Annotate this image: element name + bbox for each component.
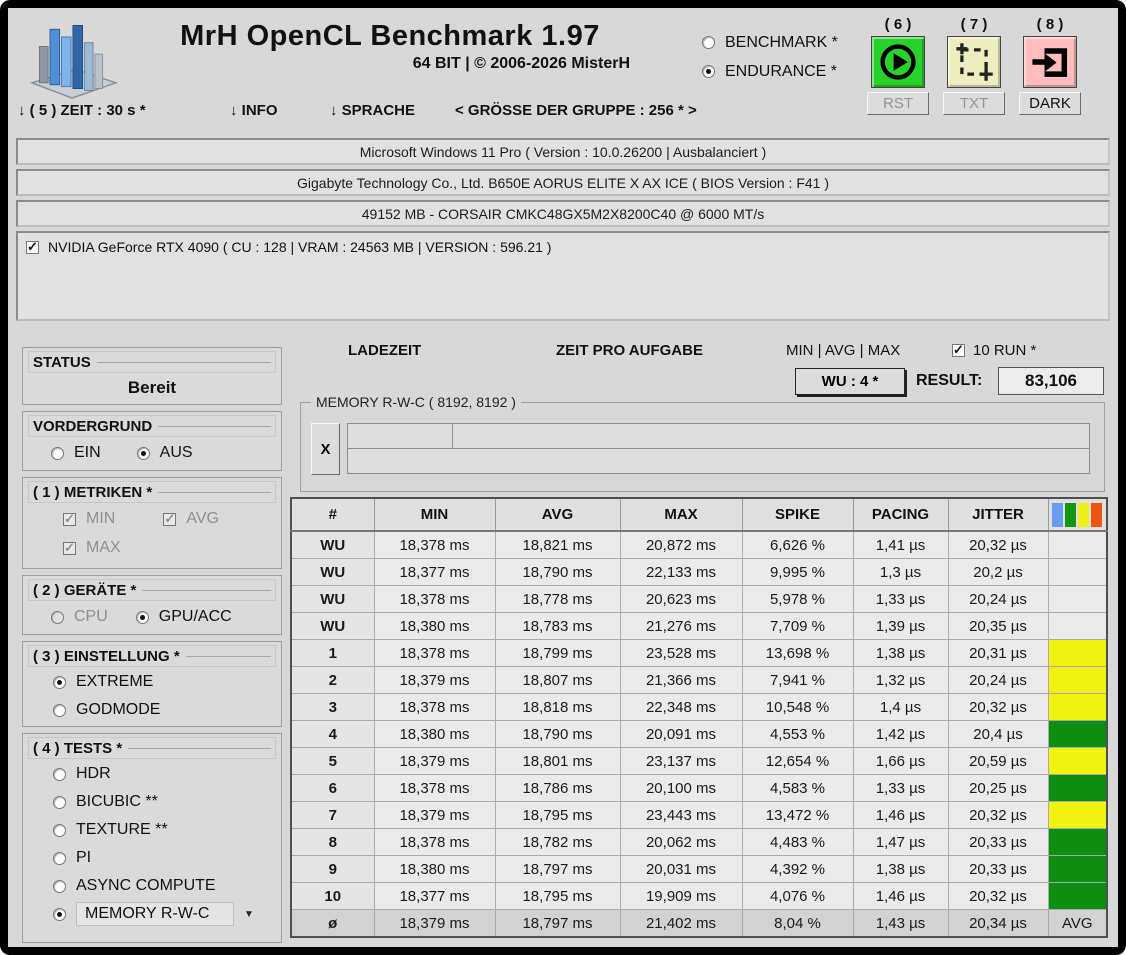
radio-hdr[interactable] [23,760,281,788]
radio-gpu-acc[interactable] [136,602,232,632]
max-cell: 19,909 ms [620,883,742,910]
selection-icon [952,72,996,87]
min-cell: 18,380 ms [374,613,495,640]
jitter-cell: 20,24 µs [948,667,1048,694]
avg-cell: 18,790 ms [495,559,620,586]
table-row [291,586,1107,613]
menu-item-sprache[interactable]: ↓ SPRACHE [330,102,416,119]
spike-cell: 4,583 % [742,775,853,802]
row-index-cell: ø [291,910,374,938]
pacing-cell: 1,33 µs [853,775,948,802]
pacing-cell: 1,38 µs [853,640,948,667]
app-logo-icon [22,14,122,100]
pacing-cell: 1,3 µs [853,559,948,586]
task-progress-bar [453,423,1090,449]
table-row [291,694,1107,721]
radio-label: EXTREME [76,673,154,690]
pacing-cell: 1,32 µs [853,667,948,694]
checkbox-min[interactable] [63,504,115,534]
table-row [291,748,1107,775]
row-index-cell: 5 [291,748,374,775]
radio-icon [53,796,66,809]
table-row [291,802,1107,829]
max-cell: 20,091 ms [620,721,742,748]
radio-label: PI [76,849,92,866]
button-8-number: ( 8 ) [1036,16,1064,33]
min-cell: 18,379 ms [374,667,495,694]
tests-group-title: ( 4 ) TESTS * [28,737,276,759]
avg-cell: 18,799 ms [495,640,620,667]
gpu-label: NVIDIA GeForce RTX 4090 ( CU : 128 | VRAM : 24563 MB | VERSION : 596.21 ) [48,239,552,255]
pacing-cell: 1,42 µs [853,721,948,748]
radio-memory-rwc[interactable] [23,900,281,928]
table-row [291,883,1107,910]
jitter-cell: 20,32 µs [948,883,1048,910]
max-cell: 20,100 ms [620,775,742,802]
spike-cell: 13,698 % [742,640,853,667]
max-cell: 22,348 ms [620,694,742,721]
status-cell [1048,667,1107,694]
col-header-avg: AVG [495,498,620,531]
test-combo-value: MEMORY R-W-C [76,902,234,926]
radio-icon [53,852,66,865]
status-cell [1048,856,1107,883]
max-cell: 23,443 ms [620,802,742,829]
status-cell [1048,559,1107,586]
menu-item-zeit[interactable]: ↓ ( 5 ) ZEIT : 30 s * [18,102,146,119]
row-index-cell: WU [291,559,374,586]
pacing-cell: 1,43 µs [853,910,948,938]
table-row [291,613,1107,640]
total-progress-bar [347,449,1090,474]
screenshot-button[interactable] [947,36,1001,88]
pacing-cell: 1,41 µs [853,531,948,559]
max-cell: 21,402 ms [620,910,742,938]
min-cell: 18,378 ms [374,531,495,559]
min-cell: 18,378 ms [374,640,495,667]
max-cell: 23,528 ms [620,640,742,667]
avg-cell: 18,790 ms [495,721,620,748]
jitter-cell: 20,2 µs [948,559,1048,586]
pacing-cell: 1,38 µs [853,856,948,883]
min-cell: 18,378 ms [374,829,495,856]
avg-cell: 18,783 ms [495,613,620,640]
radio-icon [53,824,66,837]
jitter-cell: 20,31 µs [948,640,1048,667]
table-row [291,910,1107,938]
zeit-pro-aufgabe-label: ZEIT PRO AUFGABE [556,342,703,359]
result-value: 83,106 [998,367,1104,395]
radio-icon [51,447,64,460]
menu-item-gruppengroesse[interactable]: < GRÖSSE DER GRUPPE : 256 * > [455,102,697,119]
row-index-cell: 3 [291,694,374,721]
jitter-cell: 20,33 µs [948,829,1048,856]
txt-button[interactable]: TXT [943,92,1005,115]
pacing-cell: 1,47 µs [853,829,948,856]
radio-cpu[interactable] [51,602,108,632]
min-cell: 18,380 ms [374,721,495,748]
gpu-device-list [16,231,1110,321]
table-row [291,721,1107,748]
table-row [291,559,1107,586]
radio-icon [53,908,66,921]
checkbox-avg[interactable] [163,504,219,534]
ten-run-checkbox-row[interactable] [952,342,1036,359]
checkbox-label: MAX [86,539,121,556]
jitter-cell: 20,35 µs [948,613,1048,640]
row-index-cell: WU [291,531,374,559]
checkbox-label: AVG [186,510,219,527]
avg-cell: 18,801 ms [495,748,620,775]
row-index-cell: 9 [291,856,374,883]
results-table [290,497,1108,938]
exit-button[interactable] [1023,36,1077,88]
einstellung-group [22,641,282,727]
jitter-cell: 20,32 µs [948,694,1048,721]
wu-button[interactable]: WU : 4 * [795,368,905,395]
spike-cell: 7,709 % [742,613,853,640]
tests-group [22,733,282,943]
checkbox-label: MIN [86,510,116,527]
vordergrund-group-title: VORDERGRUND [28,415,276,437]
col-header-jitter: JITTER [948,498,1048,531]
jitter-cell: 20,59 µs [948,748,1048,775]
spike-cell: 4,553 % [742,721,853,748]
gpu-checkbox[interactable] [26,241,39,254]
radio-extreme[interactable] [23,668,281,696]
table-header-row [291,498,1107,531]
row-index-cell: 4 [291,721,374,748]
table-row [291,640,1107,667]
table-row [291,829,1107,856]
status-cell [1048,748,1107,775]
max-cell: 21,366 ms [620,667,742,694]
play-icon [876,72,920,87]
spike-cell: 5,978 % [742,586,853,613]
geraete-group-title: ( 2 ) GERÄTE * [28,579,276,601]
radio-godmode[interactable] [23,696,281,724]
status-cell [1048,586,1107,613]
einstellung-group-title: ( 3 ) EINSTELLUNG * [28,645,276,667]
jitter-cell: 20,24 µs [948,586,1048,613]
mode-radio-group [702,28,838,86]
pacing-cell: 1,33 µs [853,586,948,613]
metriken-group [22,477,282,569]
max-cell: 23,137 ms [620,748,742,775]
radio-label: TEXTURE ** [76,821,168,838]
min-cell: 18,379 ms [374,748,495,775]
radio-texture[interactable] [23,816,281,844]
pacing-cell: 1,46 µs [853,883,948,910]
button-6-number: ( 6 ) [884,16,912,33]
table-row [291,856,1107,883]
checkbox-icon [952,344,965,357]
jitter-cell: 20,32 µs [948,531,1048,559]
min-cell: 18,377 ms [374,559,495,586]
spike-cell: 4,076 % [742,883,853,910]
radio-async-compute[interactable] [23,872,281,900]
min-cell: 18,377 ms [374,883,495,910]
status-group [22,347,282,405]
jitter-cell: 20,4 µs [948,721,1048,748]
avg-cell: 18,795 ms [495,802,620,829]
radio-label: ENDURANCE * [725,62,838,80]
radio-label: BICUBIC ** [76,793,158,810]
avg-cell: 18,818 ms [495,694,620,721]
row-index-cell: 2 [291,667,374,694]
col-header-pacing: PACING [853,498,948,531]
row-index-cell: 7 [291,802,374,829]
table-row [291,775,1107,802]
row-index-cell: WU [291,586,374,613]
max-cell: 20,623 ms [620,586,742,613]
avg-cell: 18,797 ms [495,910,620,938]
row-index-cell: 6 [291,775,374,802]
status-group-title: STATUS [28,351,276,373]
os-info-row: Microsoft Windows 11 Pro ( Version : 10.0.26200 | Ausbalanciert ) [16,138,1110,165]
jitter-cell: 20,34 µs [948,910,1048,938]
metriken-group-title: ( 1 ) METRIKEN * [28,481,276,503]
ladezeit-progress-bar [347,423,453,449]
menu-item-info[interactable]: ↓ INFO [230,102,278,119]
min-cell: 18,378 ms [374,694,495,721]
status-cell [1048,775,1107,802]
row-index-cell: 1 [291,640,374,667]
min-cell: 18,378 ms [374,775,495,802]
pacing-cell: 1,46 µs [853,802,948,829]
cancel-button[interactable]: X [311,423,340,475]
motherboard-info-row: Gigabyte Technology Co., Ltd. B650E AORUS ELITE X AX ICE ( BIOS Version : F41 ) [16,169,1110,196]
table-row [291,667,1107,694]
result-label: RESULT: [916,372,983,389]
geraete-group [22,575,282,635]
status-value: Bereit [127,378,177,397]
col-header-min: MIN [374,498,495,531]
radio-pi[interactable] [23,844,281,872]
avg-cell: 18,807 ms [495,667,620,694]
page-subtitle: 64 BIT | © 2006-2026 MisterH [412,55,630,72]
status-cell [1048,883,1107,910]
min-cell: 18,378 ms [374,586,495,613]
min-cell: 18,380 ms [374,856,495,883]
min-cell: 18,379 ms [374,802,495,829]
spike-cell: 12,654 % [742,748,853,775]
max-cell: 21,276 ms [620,613,742,640]
avg-cell: 18,778 ms [495,586,620,613]
legend-icon [1048,498,1107,531]
radio-label: EIN [74,444,101,461]
spike-cell: 6,626 % [742,531,853,559]
radio-label: HDR [76,765,111,782]
memory-info-row: 49152 MB - CORSAIR CMKC48GX5M2X8200C40 @ 6000 MT/s [16,200,1110,227]
max-cell: 20,031 ms [620,856,742,883]
col-header-num: # [291,498,374,531]
pacing-cell: 1,66 µs [853,748,948,775]
status-cell [1048,829,1107,856]
checkbox-icon [63,542,76,555]
radio-icon [136,611,149,624]
chevron-down-icon[interactable]: ▼ [244,908,254,920]
run-button[interactable] [871,36,925,88]
avg-cell: 18,821 ms [495,531,620,559]
radio-icon [51,611,64,624]
status-cell [1048,613,1107,640]
app-window [8,8,1118,947]
status-cell [1048,531,1107,559]
vordergrund-group [22,411,282,471]
spike-cell: 7,941 % [742,667,853,694]
min-cell: 18,379 ms [374,910,495,938]
radio-icon [53,768,66,781]
radio-endurance[interactable] [702,57,838,86]
max-cell: 20,872 ms [620,531,742,559]
pacing-cell: 1,39 µs [853,613,948,640]
action-buttons [866,16,1082,115]
checkbox-icon [63,513,76,526]
spike-cell: 13,472 % [742,802,853,829]
status-cell [1048,802,1107,829]
button-7-number: ( 7 ) [960,16,988,33]
radio-bicubic[interactable] [23,788,281,816]
table-row [291,531,1107,559]
radio-ein[interactable] [51,438,101,468]
radio-icon [53,704,66,717]
jitter-cell: 20,25 µs [948,775,1048,802]
radio-aus[interactable] [137,438,193,468]
col-header-max: MAX [620,498,742,531]
max-cell: 22,133 ms [620,559,742,586]
progress-group [300,394,1105,492]
row-index-cell: WU [291,613,374,640]
radio-label: CPU [74,608,108,625]
min-avg-max-label: MIN | AVG | MAX [786,342,901,359]
menu-bar [8,102,1118,124]
radio-label: GODMODE [76,701,161,718]
status-cell [1048,694,1107,721]
page-title: MrH OpenCL Benchmark 1.97 [180,20,600,52]
spike-cell: 4,483 % [742,829,853,856]
jitter-cell: 20,33 µs [948,856,1048,883]
max-cell: 20,062 ms [620,829,742,856]
pacing-cell: 1,4 µs [853,694,948,721]
exit-icon [1028,72,1072,87]
status-cell [1048,640,1107,667]
row-index-cell: 8 [291,829,374,856]
status-cell [1048,721,1107,748]
progress-group-title: MEMORY R-W-C ( 8192, 8192 ) [311,394,521,410]
radio-icon [702,36,715,49]
progress-bars [347,423,1090,474]
avg-cell: 18,795 ms [495,883,620,910]
col-header-spike: SPIKE [742,498,853,531]
checkbox-icon [163,513,176,526]
radio-benchmark[interactable] [702,28,838,57]
rst-button[interactable]: RST [867,92,929,115]
row-index-cell: 10 [291,883,374,910]
dark-button[interactable]: DARK [1019,92,1081,115]
ten-run-label: 10 RUN * [973,342,1037,359]
checkbox-max[interactable] [23,534,281,562]
ladezeit-label: LADEZEIT [348,342,422,359]
jitter-cell: 20,32 µs [948,802,1048,829]
avg-cell: 18,797 ms [495,856,620,883]
radio-icon [137,447,150,460]
radio-icon [53,676,66,689]
radio-label: BENCHMARK * [725,33,838,51]
avg-cell: 18,786 ms [495,775,620,802]
radio-icon [702,65,715,78]
spike-cell: 10,548 % [742,694,853,721]
radio-label: AUS [159,444,193,461]
results-table-body [291,531,1107,937]
radio-label: ASYNC COMPUTE [76,877,216,894]
radio-icon [53,880,66,893]
status-cell: AVG [1048,910,1107,938]
spike-cell: 9,995 % [742,559,853,586]
avg-cell: 18,782 ms [495,829,620,856]
spike-cell: 8,04 % [742,910,853,938]
spike-cell: 4,392 % [742,856,853,883]
radio-label: GPU/ACC [158,608,232,625]
